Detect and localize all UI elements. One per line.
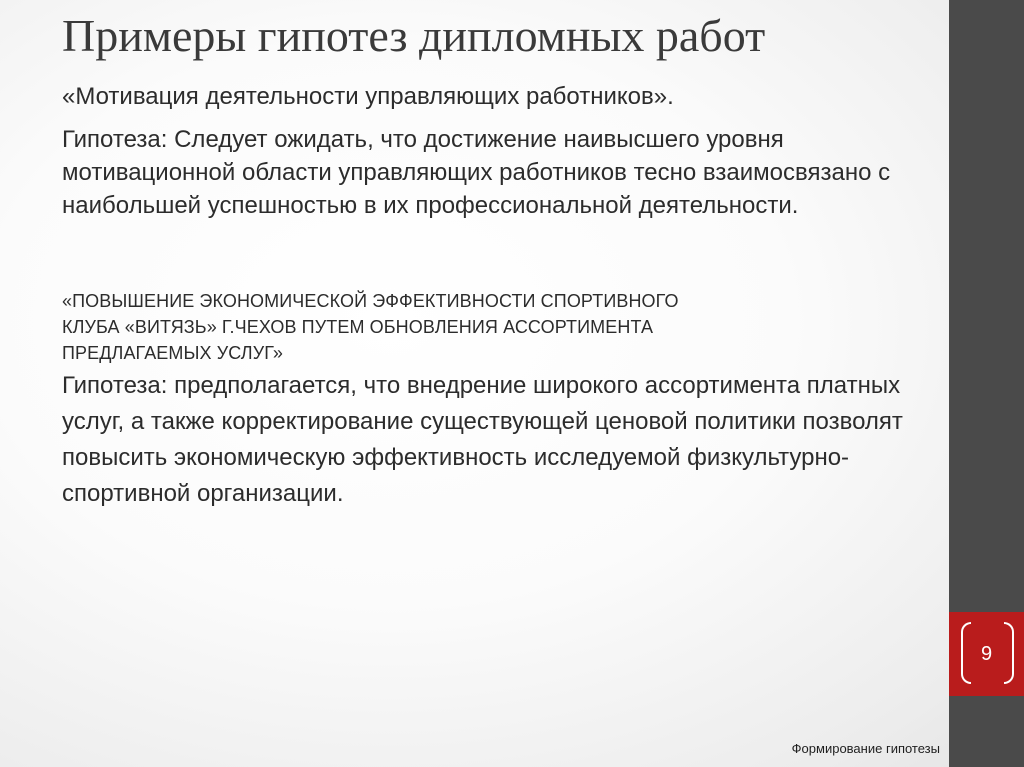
footer-text: Формирование гипотезы — [791, 741, 940, 756]
page-number-badge — [949, 612, 1024, 696]
topic-2-line-3: ПРЕДЛАГАЕМЫХ УСЛУГ» — [62, 343, 283, 363]
hypothesis-1: Гипотеза: Следует ожидать, что достижение наивысшего уровня мотивационной области управляющих работников тесно взаимосвязано с наибольшей успешностью в их профессиональной деятельности. — [62, 126, 891, 219]
slide-title: Примеры гипотез дипломных работ — [62, 10, 766, 61]
topic-2-line-2: КЛУБА «ВИТЯЗЬ» Г.ЧЕХОВ ПУТЕМ ОБНОВЛЕНИЯ АССОРТИМЕНТА — [62, 317, 654, 337]
topic-1: «Мотивация деятельности управляющих работников». — [62, 83, 674, 110]
slide-content — [62, 80, 932, 512]
topic-2-line-1: «ПОВЫШЕНИЕ ЭКОНОМИЧЕСКОЙ ЭФФЕКТИВНОСТИ СПОРТИВНОГО — [62, 291, 679, 311]
topic-2 — [62, 288, 932, 366]
hypothesis-2: Гипотеза: предполагается, что внедрение широкого ассортимента платных услуг, а также корректирование существующей ценовой политики позволят повысить экономическую эффективность исследуемой физкультурно-спортивной организации. — [62, 372, 903, 507]
page-number: 9 — [980, 643, 993, 665]
